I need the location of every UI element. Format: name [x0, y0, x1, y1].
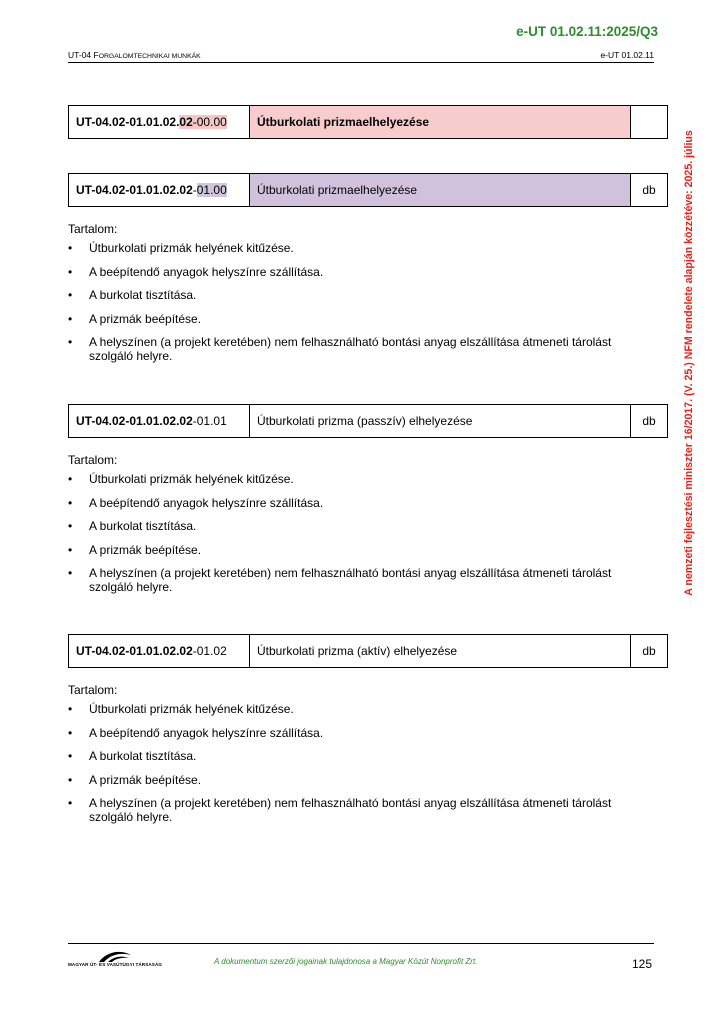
bullet-icon: • [68, 796, 73, 810]
item-unit: db [642, 414, 656, 428]
bullet-icon: • [68, 772, 73, 787]
bullet-icon: • [68, 542, 73, 557]
item-unit [631, 106, 667, 138]
content-section [68, 683, 628, 834]
bullet-icon: • [68, 702, 73, 716]
content-label: Tartalom: [68, 683, 118, 697]
list-item: • A prizmák beépítése. [68, 311, 202, 326]
list-item: • Útburkolati prizmák helyének kitűzése. [68, 241, 294, 255]
item-title: Útburkolati prizmaelhelyezése [250, 106, 631, 138]
item-title: Útburkolati prizma (aktív) elhelyezése [250, 635, 631, 667]
item-code: UT-04.02-01.01.02.02 -01.02 [69, 635, 250, 667]
header-doc-ref: e-UT 01.02.11 [600, 50, 654, 60]
content-list [68, 702, 628, 824]
item-header-table [68, 634, 668, 668]
list-item: • A burkolat tisztítása. [68, 519, 197, 533]
bullet-icon: • [68, 725, 73, 740]
bullet-icon: • [68, 566, 73, 580]
item-header-table [68, 173, 668, 207]
item-title: Útburkolati prizma (passzív) elhelyezése [250, 405, 631, 437]
item-unit: db [642, 183, 656, 197]
bullet-icon: • [68, 311, 73, 326]
list-item: • A helyszínen (a projekt keretében) nem felhasználható bontási anyag elszállítása átmeneti tárolást szolgáló helyre. [68, 566, 612, 594]
list-item: • A prizmák beépítése. [68, 542, 202, 557]
list-item: • A burkolat tisztítása. [68, 288, 197, 302]
running-header [68, 50, 654, 63]
content-section [68, 222, 628, 373]
bullet-icon: • [68, 472, 73, 486]
society-logo [68, 950, 163, 972]
list-item: • Útburkolati prizmák helyének kitűzése. [68, 472, 294, 486]
list-item: • A beépítendő anyagok helyszínre szállítása. [68, 725, 324, 740]
bullet-icon: • [68, 335, 73, 349]
item-title: Útburkolati prizmaelhelyezése [250, 174, 631, 206]
item-header-table [68, 105, 668, 139]
bullet-icon: • [68, 264, 73, 279]
list-item: • A beépítendő anyagok helyszínre szállítása. [68, 264, 324, 279]
content-section [68, 453, 628, 604]
bullet-icon: • [68, 288, 73, 302]
item-unit: db [642, 644, 656, 658]
item-code: UT-04.02-01.01.02.02 - 01.00 [69, 174, 250, 206]
list-item: • A beépítendő anyagok helyszínre szállítása. [68, 495, 324, 510]
bullet-icon: • [68, 519, 73, 533]
content-label: Tartalom: [68, 222, 118, 236]
bullet-icon: • [68, 495, 73, 510]
item-code: UT-04.02-01.01.02. 02 -00.00 [69, 106, 250, 138]
list-item: • A burkolat tisztítása. [68, 749, 197, 763]
document-code: e-UT 01.02.11:2025/Q3 [516, 24, 658, 39]
list-item: • Útburkolati prizmák helyének kitűzése. [68, 702, 294, 716]
list-item: • A prizmák beépítése. [68, 772, 202, 787]
content-label: Tartalom: [68, 453, 118, 467]
chapter-title: UT-04 FORGALOMTECHNIKAI MUNKÁK [68, 50, 201, 60]
copyright-note: A dokumentum szerzői jogainak tulajdonosa a Magyar Közút Nonprofit Zrt. [214, 957, 478, 966]
item-header-table [68, 404, 668, 438]
publication-note: A nemzeti fejlesztési miniszter 16/2017. (V. 25.) NFM rendelete alapján közzétéve: 2025. július [683, 130, 695, 596]
logo-text: MAGYAR ÚT- ÉS VASÚTÜGYI TÁRSASÁG [68, 962, 163, 967]
item-code: UT-04.02-01.01.02.02 -01.01 [69, 405, 250, 437]
page-number: 125 [631, 957, 652, 971]
bullet-icon: • [68, 749, 73, 763]
bullet-icon: • [68, 241, 73, 255]
footer-divider [68, 943, 654, 944]
list-item: • A helyszínen (a projekt keretében) nem felhasználható bontási anyag elszállítása átmeneti tárolást szolgáló helyre. [68, 335, 612, 363]
list-item: • A helyszínen (a projekt keretében) nem felhasználható bontási anyag elszállítása átmeneti tárolást szolgáló helyre. [68, 796, 612, 824]
content-list [68, 241, 628, 363]
content-list [68, 472, 628, 594]
